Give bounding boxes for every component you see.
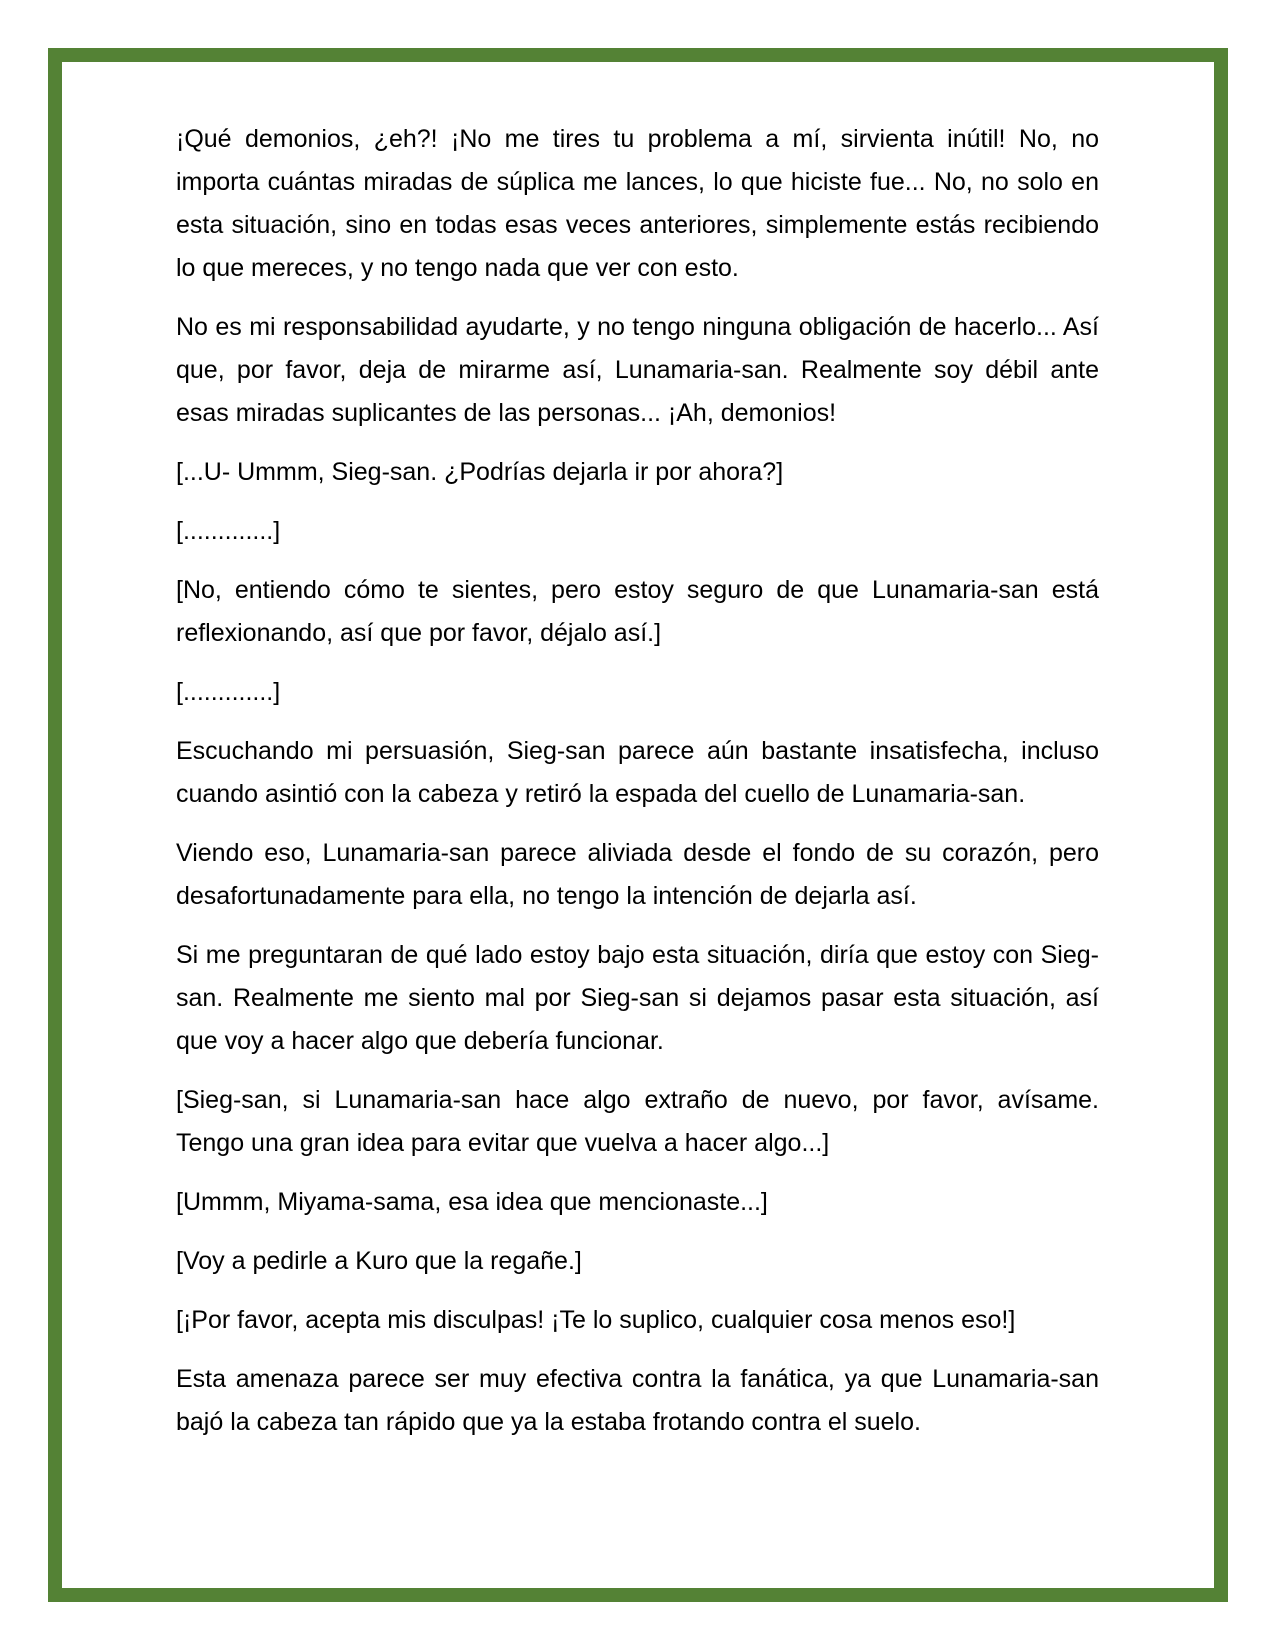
paragraph: Viendo eso, Lunamaria-san parece aliviada desde el fondo de su corazón, pero desafortunadamente para ella, no tengo la intención de dejarla así.: [176, 839, 1099, 910]
dialogue-line: [Sieg-san, si Lunamaria-san hace algo extraño de nuevo, por favor, avísame. Tengo una gran idea para evitar que vuelva a hacer algo...]: [176, 1086, 1099, 1157]
paragraph: ¡Qué demonios, ¿eh?! ¡No me tires tu problema a mí, sirvienta inútil! No, no importa cuántas miradas de súplica me lances, lo que hiciste fue... No, no solo en esta situación, sino en todas esas veces anteriores, simplemente estás recibiendo lo que mereces, y no tengo nada que ver con esto.: [176, 125, 1099, 282]
dialogue-line: [¡Por favor, acepta mis disculpas! ¡Te lo suplico, cualquier cosa menos eso!]: [176, 1306, 1016, 1334]
paragraph: No es mi responsabilidad ayudarte, y no tengo ninguna obligación de hacerlo... Así que, por favor, deja de mirarme así, Lunamaria-san. Realmente soy débil ante esas miradas suplicantes de las personas... ¡Ah, demonios!: [176, 313, 1099, 427]
dialogue-line: [No, entiendo cómo te sientes, pero estoy seguro de que Lunamaria-san está reflexionando, así que por favor, déjalo así.]: [176, 576, 1099, 647]
dialogue-line: [...U- Ummm, Sieg-san. ¿Podrías dejarla ir por ahora?]: [176, 458, 784, 486]
dialogue-line: [Voy a pedirle a Kuro que la regañe.]: [176, 1247, 582, 1275]
paragraph: Si me preguntaran de qué lado estoy bajo esta situación, diría que estoy con Sieg-san. Realmente me siento mal por Sieg-san si dejamos pasar esta situación, así que voy a hacer algo que debería funcionar.: [176, 941, 1099, 1055]
document-body: [176, 118, 1099, 1460]
paragraph: Escuchando mi persuasión, Sieg-san parece aún bastante insatisfecha, incluso cuando asintió con la cabeza y retiró la espada del cuello de Lunamaria-san.: [176, 737, 1099, 808]
dialogue-line: [.............]: [176, 517, 281, 545]
paragraph: Esta amenaza parece ser muy efectiva contra la fanática, ya que Lunamaria-san bajó la cabeza tan rápido que ya la estaba frotando contra el suelo.: [176, 1365, 1099, 1436]
dialogue-line: [Ummm, Miyama-sama, esa idea que mencionaste...]: [176, 1188, 768, 1216]
dialogue-line: [.............]: [176, 678, 281, 706]
